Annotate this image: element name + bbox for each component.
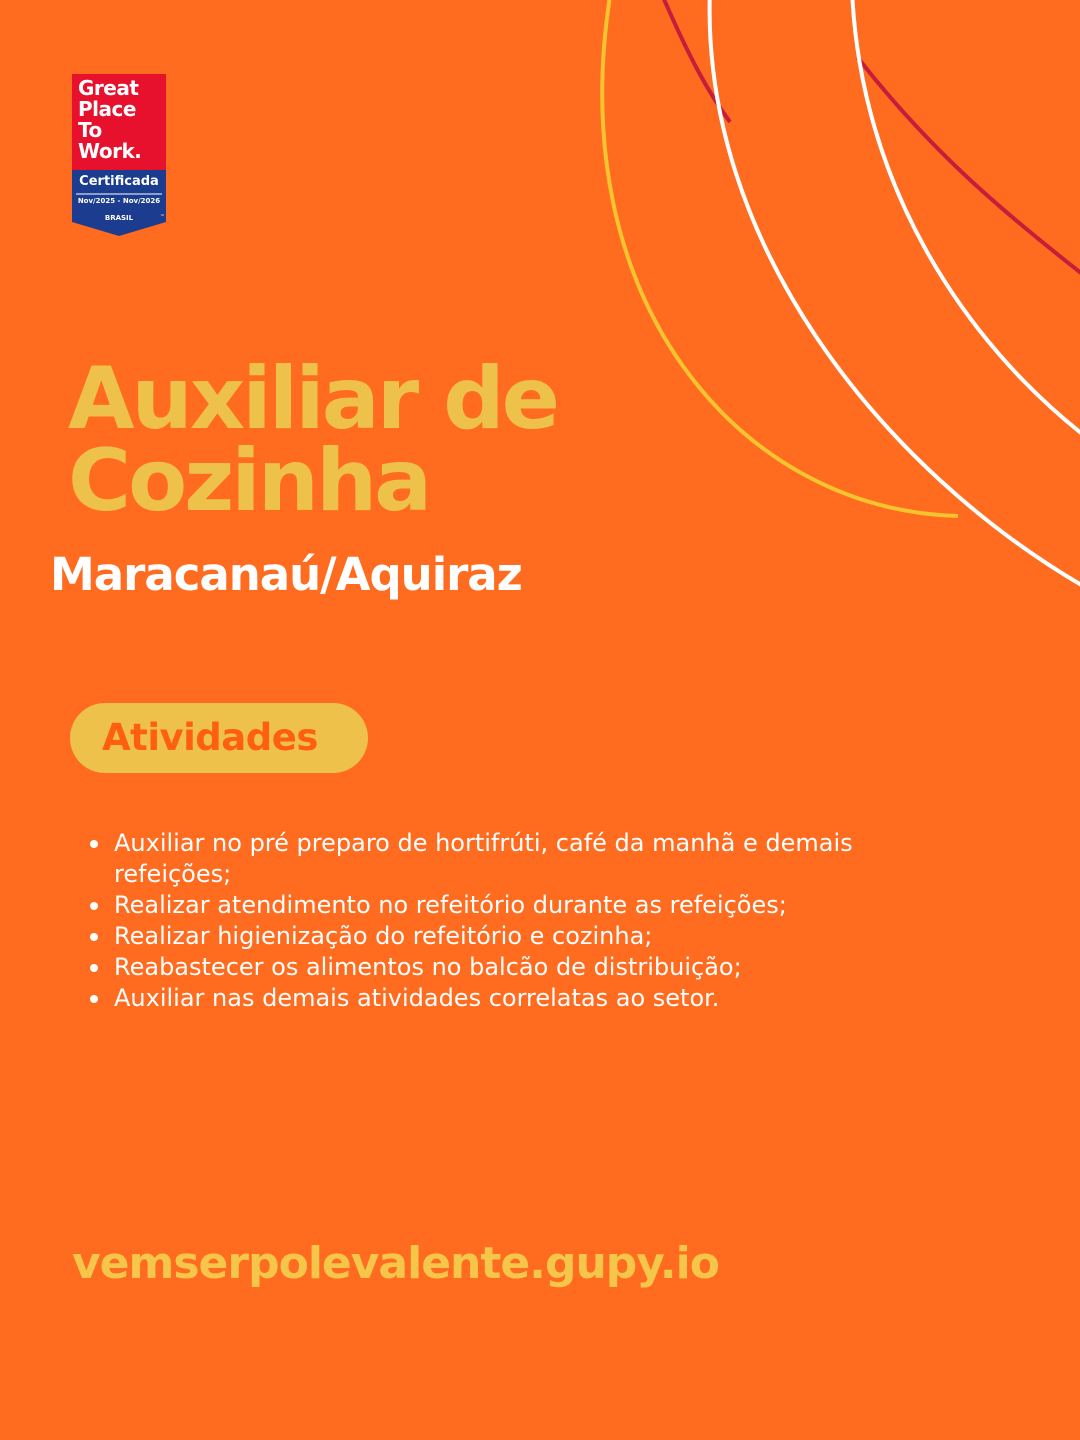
activities-heading: Atividades	[102, 716, 318, 759]
badge-title-line: Work.	[78, 139, 142, 163]
job-location: Maracanaú/Aquiraz	[50, 548, 522, 601]
careers-site-link[interactable]: vemserpolevalente.gupy.io	[72, 1238, 719, 1289]
badge-period: Nov/2025 - Nov/2026	[77, 197, 161, 205]
list-item: Realizar atendimento no refeitório durante as refeições;	[88, 890, 948, 921]
activities-heading-pill	[70, 703, 368, 773]
list-item: Auxiliar no pré preparo de hortifrúti, café da manhã e demais refeições;	[88, 828, 948, 890]
badge-country: BRASIL	[104, 214, 134, 222]
badge-trademark: ™	[160, 214, 165, 220]
great-place-to-work-badge	[72, 74, 166, 236]
arc-white-outer	[852, 0, 1080, 440]
job-title-line: Auxiliar de	[68, 349, 557, 449]
badge-certified-label: Certificada	[79, 174, 159, 189]
activities-list	[88, 828, 948, 1014]
list-item: Reabastecer os alimentos no balcão de distribuição;	[88, 952, 948, 983]
badge-title	[78, 78, 164, 162]
badge-title-line: To	[78, 118, 102, 142]
arc-red	[660, 0, 1080, 280]
job-title-line: Cozinha	[68, 431, 430, 531]
list-item: Realizar higienização do refeitório e cozinha;	[88, 921, 948, 952]
list-item: Auxiliar nas demais atividades correlatas ao setor.	[88, 983, 948, 1014]
job-title	[68, 349, 768, 531]
badge-title-line: Place	[78, 97, 136, 121]
badge-title-line: Great	[78, 76, 139, 100]
